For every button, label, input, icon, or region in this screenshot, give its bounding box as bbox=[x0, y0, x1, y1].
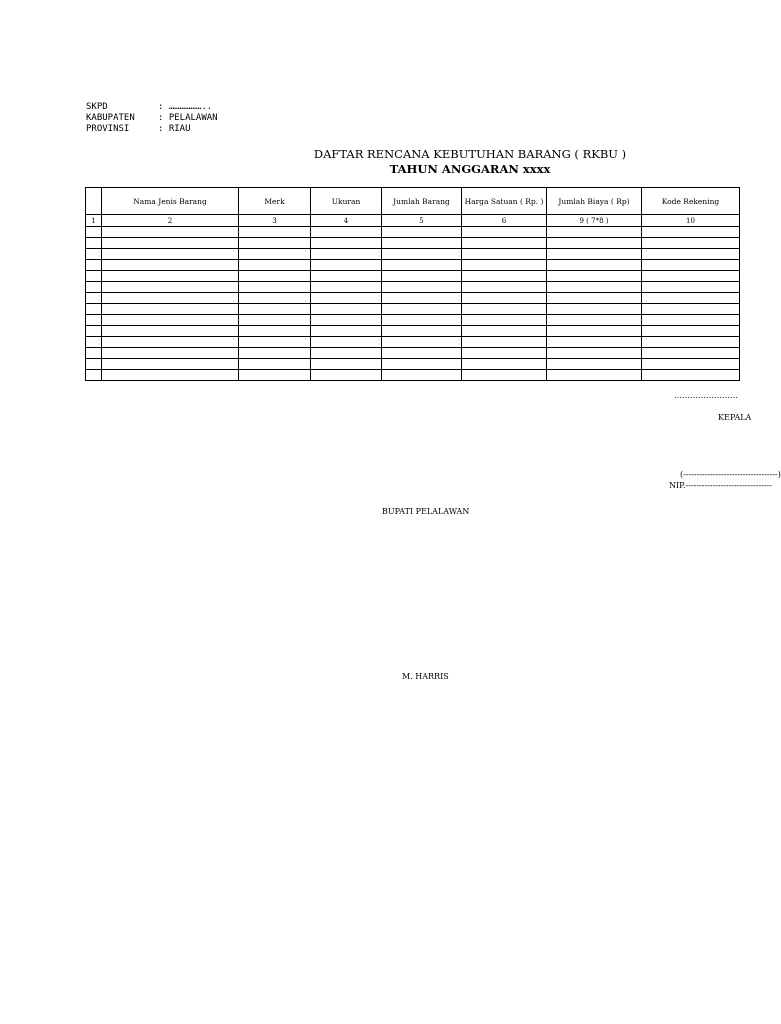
header-label: KABUPATEN bbox=[86, 113, 135, 123]
table-cell bbox=[239, 348, 311, 359]
table-cell bbox=[102, 260, 239, 271]
table-cell bbox=[86, 359, 102, 370]
table-cell bbox=[311, 337, 382, 348]
table-cell bbox=[462, 249, 547, 260]
table-cell bbox=[86, 326, 102, 337]
table-cell bbox=[239, 271, 311, 282]
document-subtitle: TAHUN ANGGARAN xxxx bbox=[389, 162, 551, 176]
table-cell bbox=[86, 348, 102, 359]
header-value: : ……………….. bbox=[158, 102, 213, 112]
table-cell bbox=[462, 337, 547, 348]
table-cell bbox=[86, 370, 102, 381]
table-cell bbox=[642, 293, 740, 304]
rkbu-table bbox=[85, 187, 740, 381]
table-header-row bbox=[86, 188, 740, 215]
table-row bbox=[86, 260, 740, 271]
table-cell bbox=[462, 293, 547, 304]
table-cell bbox=[311, 238, 382, 249]
col-number: 5 bbox=[382, 215, 462, 227]
table-cell bbox=[547, 359, 642, 370]
header-label: PROVINSI bbox=[86, 124, 130, 134]
table-cell bbox=[547, 370, 642, 381]
table-cell bbox=[239, 249, 311, 260]
table-cell bbox=[547, 271, 642, 282]
document-title: DAFTAR RENCANA KEBUTUHAN BARANG ( RKBU ) bbox=[313, 147, 627, 161]
table-cell bbox=[239, 282, 311, 293]
place-date-dots: …………………… bbox=[674, 391, 738, 400]
table-cell bbox=[547, 337, 642, 348]
table-cell bbox=[382, 271, 462, 282]
table-cell bbox=[239, 337, 311, 348]
col-number: 3 bbox=[239, 215, 311, 227]
table-cell bbox=[311, 348, 382, 359]
table-cell bbox=[239, 304, 311, 315]
table-cell bbox=[102, 326, 239, 337]
table-cell bbox=[311, 249, 382, 260]
table-cell bbox=[382, 227, 462, 238]
table-cell bbox=[239, 315, 311, 326]
table-cell bbox=[311, 282, 382, 293]
table-cell bbox=[382, 348, 462, 359]
table-cell bbox=[86, 282, 102, 293]
table-cell bbox=[102, 337, 239, 348]
table-cell bbox=[382, 260, 462, 271]
table-cell bbox=[239, 227, 311, 238]
col-header-jumlah-barang: Jumlah Barang bbox=[382, 188, 462, 215]
table-cell bbox=[547, 238, 642, 249]
table-cell bbox=[239, 359, 311, 370]
header-value: : PELALAWAN bbox=[158, 113, 218, 123]
table-cell bbox=[102, 370, 239, 381]
table-row bbox=[86, 282, 740, 293]
signatory-name-placeholder: (-----------------------------------) bbox=[680, 470, 781, 479]
table-cell bbox=[382, 238, 462, 249]
table-cell bbox=[642, 227, 740, 238]
table-cell bbox=[102, 293, 239, 304]
table-cell bbox=[86, 304, 102, 315]
table-cell bbox=[311, 227, 382, 238]
table-number-row bbox=[86, 215, 740, 227]
table-cell bbox=[102, 249, 239, 260]
table-cell bbox=[462, 260, 547, 271]
bupati-name: M. HARRIS bbox=[402, 672, 449, 681]
table-cell bbox=[642, 260, 740, 271]
table-cell bbox=[239, 293, 311, 304]
table-cell bbox=[382, 249, 462, 260]
table-cell bbox=[547, 304, 642, 315]
table-row bbox=[86, 293, 740, 304]
table-row bbox=[86, 326, 740, 337]
table-cell bbox=[547, 260, 642, 271]
table-row bbox=[86, 249, 740, 260]
table-cell bbox=[382, 282, 462, 293]
table-body bbox=[86, 227, 740, 381]
table-cell bbox=[102, 359, 239, 370]
col-number: 4 bbox=[311, 215, 382, 227]
table-row bbox=[86, 359, 740, 370]
table-cell bbox=[311, 326, 382, 337]
table-cell bbox=[462, 348, 547, 359]
table-cell bbox=[462, 315, 547, 326]
table-cell bbox=[239, 370, 311, 381]
table-row bbox=[86, 304, 740, 315]
col-header-kode-rekening: Kode Rekening bbox=[642, 188, 740, 215]
table-cell bbox=[382, 370, 462, 381]
col-header-merk: Merk bbox=[239, 188, 311, 215]
table-cell bbox=[547, 282, 642, 293]
table-row bbox=[86, 238, 740, 249]
table-row bbox=[86, 315, 740, 326]
table-cell bbox=[86, 249, 102, 260]
table-row bbox=[86, 227, 740, 238]
header-value: : RIAU bbox=[158, 124, 191, 134]
col-header-jumlah-biaya: Jumlah Biaya ( Rp) bbox=[547, 188, 642, 215]
col-number: 2 bbox=[102, 215, 239, 227]
table-cell bbox=[102, 227, 239, 238]
col-header-no bbox=[86, 188, 102, 215]
table-cell bbox=[311, 271, 382, 282]
table-cell bbox=[311, 260, 382, 271]
table-cell bbox=[86, 337, 102, 348]
bupati-label: BUPATI PELALAWAN bbox=[382, 507, 470, 516]
table-cell bbox=[462, 304, 547, 315]
table-cell bbox=[462, 326, 547, 337]
table-cell bbox=[382, 315, 462, 326]
table-cell bbox=[382, 293, 462, 304]
col-header-ukuran: Ukuran bbox=[311, 188, 382, 215]
table-row bbox=[86, 337, 740, 348]
table-cell bbox=[382, 326, 462, 337]
table-cell bbox=[102, 348, 239, 359]
table-cell bbox=[642, 326, 740, 337]
table-cell bbox=[239, 238, 311, 249]
table-row bbox=[86, 370, 740, 381]
table-cell bbox=[102, 282, 239, 293]
table-cell bbox=[462, 359, 547, 370]
table-cell bbox=[642, 238, 740, 249]
table-cell bbox=[642, 282, 740, 293]
table-cell bbox=[86, 315, 102, 326]
table-cell bbox=[311, 315, 382, 326]
table-cell bbox=[86, 271, 102, 282]
table-cell bbox=[462, 370, 547, 381]
table-row bbox=[86, 271, 740, 282]
table-cell bbox=[311, 370, 382, 381]
table-cell bbox=[547, 315, 642, 326]
table-cell bbox=[102, 271, 239, 282]
table-cell bbox=[547, 227, 642, 238]
table-cell bbox=[547, 249, 642, 260]
table-cell bbox=[642, 370, 740, 381]
col-number: 1 bbox=[86, 215, 102, 227]
table-cell bbox=[311, 359, 382, 370]
col-number: 10 bbox=[642, 215, 740, 227]
table-cell bbox=[642, 337, 740, 348]
col-header-harga-satuan: Harga Satuan ( Rp. ) bbox=[462, 188, 547, 215]
table-cell bbox=[462, 238, 547, 249]
table-row bbox=[86, 348, 740, 359]
table-cell bbox=[382, 359, 462, 370]
table-cell bbox=[462, 282, 547, 293]
kepala-label: KEPALA bbox=[718, 413, 752, 422]
header-label: SKPD bbox=[86, 102, 108, 112]
table-cell bbox=[642, 315, 740, 326]
table-cell bbox=[547, 348, 642, 359]
table-cell bbox=[86, 293, 102, 304]
table-cell bbox=[462, 271, 547, 282]
table-cell bbox=[462, 227, 547, 238]
table-cell bbox=[547, 293, 642, 304]
table-cell bbox=[382, 337, 462, 348]
table-cell bbox=[239, 326, 311, 337]
table-cell bbox=[642, 359, 740, 370]
table-cell bbox=[311, 293, 382, 304]
table-cell bbox=[102, 304, 239, 315]
table-cell bbox=[102, 315, 239, 326]
table-cell bbox=[547, 326, 642, 337]
header-provinsi bbox=[86, 123, 191, 135]
nip-placeholder: NIP.-------------------------------- bbox=[669, 481, 772, 490]
col-number: 9 ( 7*8 ) bbox=[547, 215, 642, 227]
table-cell bbox=[642, 304, 740, 315]
table-cell bbox=[239, 260, 311, 271]
table-cell bbox=[86, 260, 102, 271]
col-number: 6 bbox=[462, 215, 547, 227]
table-cell bbox=[642, 249, 740, 260]
table-cell bbox=[86, 227, 102, 238]
table-cell bbox=[102, 238, 239, 249]
table-cell bbox=[86, 238, 102, 249]
table-cell bbox=[642, 271, 740, 282]
table-cell bbox=[382, 304, 462, 315]
col-header-nama: Nama Jenis Barang bbox=[102, 188, 239, 215]
table-cell bbox=[311, 304, 382, 315]
table-cell bbox=[642, 348, 740, 359]
